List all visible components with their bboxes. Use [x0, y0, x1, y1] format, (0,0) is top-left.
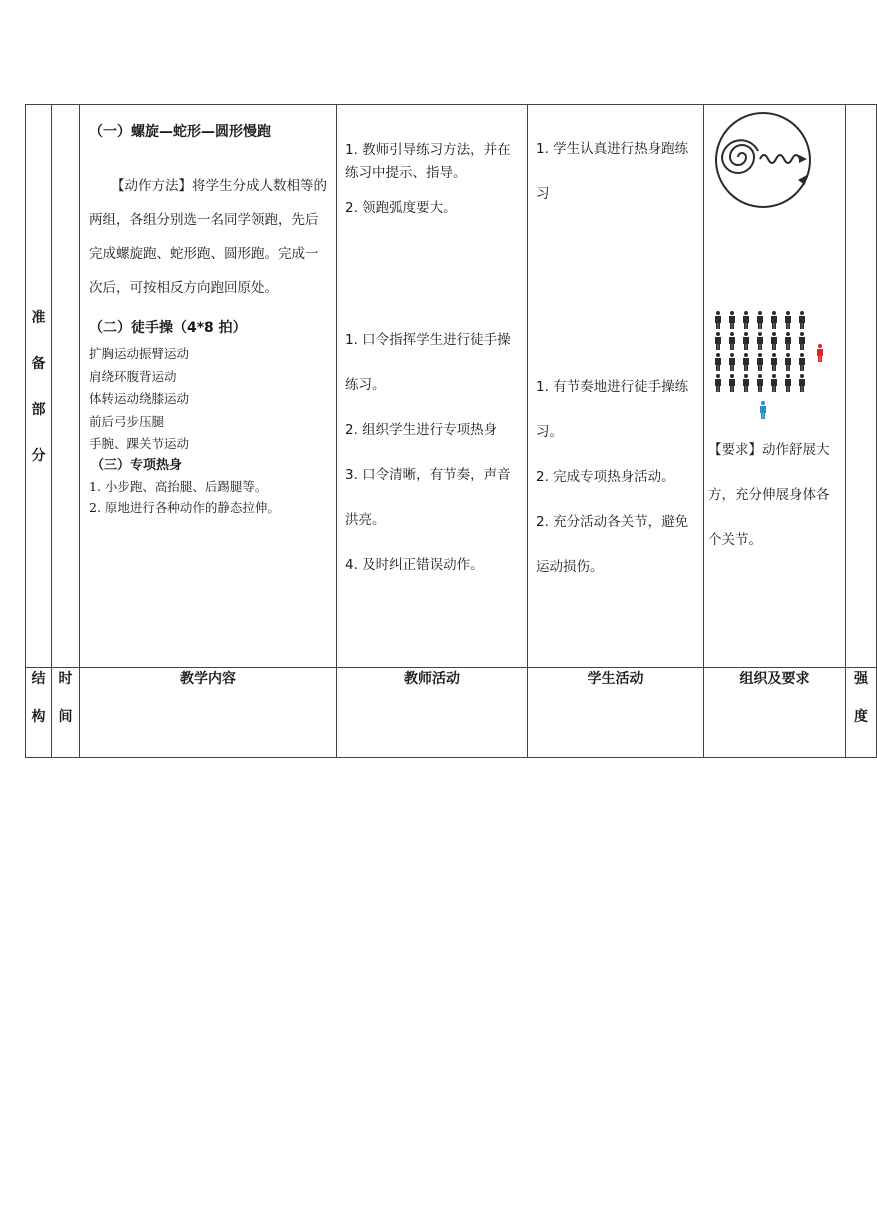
student-figure-icon — [757, 311, 763, 329]
list-item: 1. 学生认真进行热身跑练习 — [536, 141, 689, 202]
header-student: 学生活动 — [528, 668, 704, 758]
student-figure-icon — [785, 353, 791, 371]
part2-list — [89, 343, 330, 456]
list-item: 手腕、踝关节运动 — [89, 436, 190, 451]
student-figure-icon — [771, 353, 777, 371]
list-item: 2. 组织学生进行专项热身 — [345, 422, 498, 438]
list-item: 体转运动绕膝运动 — [89, 391, 190, 406]
student-figure-icon — [771, 374, 777, 392]
list-item: 4. 及时纠正错误动作。 — [345, 557, 484, 573]
student-figure-icon — [715, 353, 721, 371]
header-char: 结 — [31, 671, 46, 687]
student-figure-icon — [743, 353, 749, 371]
list-item: 2. 完成专项热身活动。 — [536, 469, 675, 485]
lesson-plan-table — [25, 104, 877, 758]
student-figure-icon — [715, 311, 721, 329]
student-figure-icon — [729, 374, 735, 392]
student-figure-icon — [799, 332, 805, 350]
list-item: 前后弓步压腿 — [89, 413, 165, 429]
list-item: 扩胸运动振臂运动 — [89, 346, 190, 361]
section-char: 分 — [31, 448, 46, 464]
student-figure-icon — [785, 311, 791, 329]
student-figure-icon — [729, 353, 735, 371]
teacher-activity-cell — [337, 105, 528, 668]
list-item: 2. 原地进行各种动作的静态拉伸。 — [89, 499, 280, 515]
organization-cell — [704, 105, 846, 668]
header-char: 时 — [58, 671, 73, 687]
student-figure-icon — [715, 374, 721, 392]
part2-title: （二）徒手操（4*8 拍） — [89, 320, 247, 336]
part1-title: （一）螺旋—蛇形—圆形慢跑 — [89, 124, 271, 140]
student-figure-icon — [757, 374, 763, 392]
part3-title: （三）专项热身 — [91, 457, 183, 473]
list-item: 1. 口令指挥学生进行徒手操练习。 — [345, 332, 511, 393]
section-char: 准 — [31, 310, 46, 326]
student-figure-icon — [729, 332, 735, 350]
header-char: 构 — [31, 709, 46, 725]
student-figure-icon — [757, 353, 763, 371]
requirement-text: 【要求】动作舒展大方，充分伸展身体各个关节。 — [708, 442, 830, 548]
student-figure-icon — [785, 374, 791, 392]
intensity-cell — [846, 105, 877, 668]
list-item: 2. 充分活动各关节，避免运动损伤。 — [536, 514, 689, 575]
header-teacher: 教师活动 — [337, 668, 528, 758]
student-figure-icon — [771, 332, 777, 350]
header-structure — [26, 668, 52, 758]
student-activity-cell — [528, 105, 704, 668]
student-figure-icon — [743, 311, 749, 329]
student-figure-icon — [715, 332, 721, 350]
student-figure-icon — [743, 332, 749, 350]
student-figure-icon — [799, 311, 805, 329]
preparation-row — [26, 105, 877, 668]
section-label-cell — [26, 105, 52, 668]
teacher-figure-icon — [760, 401, 766, 419]
student-figure-icon — [799, 353, 805, 371]
student-figure-icon — [729, 311, 735, 329]
header-char: 间 — [58, 709, 73, 725]
section-char: 部 — [31, 402, 46, 418]
formation-diagram — [708, 309, 841, 424]
header-time — [52, 668, 80, 758]
formation-svg — [708, 309, 828, 424]
part1-method: 【动作方法】将学生分成人数相等的两组，各组分别选一名同学领跑，先后完成螺旋跑、蛇形跑、圆形跑。完成一次后，可按相反方向跑回原处。 — [89, 178, 327, 296]
list-item: 2. 领跑弧度要大。 — [345, 200, 457, 216]
list-item: 3. 口令清晰，有节奏，声音洪亮。 — [345, 467, 511, 528]
time-cell — [52, 105, 80, 668]
header-row — [26, 668, 877, 758]
list-item: 1. 教师引导练习方法，并在练习中提示、指导。 — [345, 142, 511, 181]
content-cell — [80, 105, 337, 668]
student-figure-icon — [799, 374, 805, 392]
header-organization: 组织及要求 — [704, 668, 846, 758]
student-figure-icon — [785, 332, 791, 350]
list-item: 肩绕环腹背运动 — [89, 368, 177, 384]
list-item: 1. 小步跑、高抬腿、后踢腿等。 — [89, 478, 268, 494]
spiral-run-diagram — [708, 109, 818, 221]
student-figure-icon — [743, 374, 749, 392]
header-char: 强 — [854, 671, 868, 687]
header-content: 教学内容 — [80, 668, 337, 758]
leader-figure-icon — [817, 344, 823, 362]
student-figure-icon — [757, 332, 763, 350]
header-intensity — [846, 668, 877, 758]
student-figure-icon — [771, 311, 777, 329]
header-char: 度 — [854, 709, 868, 725]
list-item: 1. 有节奏地进行徒手操练习。 — [536, 379, 689, 440]
section-char: 备 — [31, 356, 46, 372]
